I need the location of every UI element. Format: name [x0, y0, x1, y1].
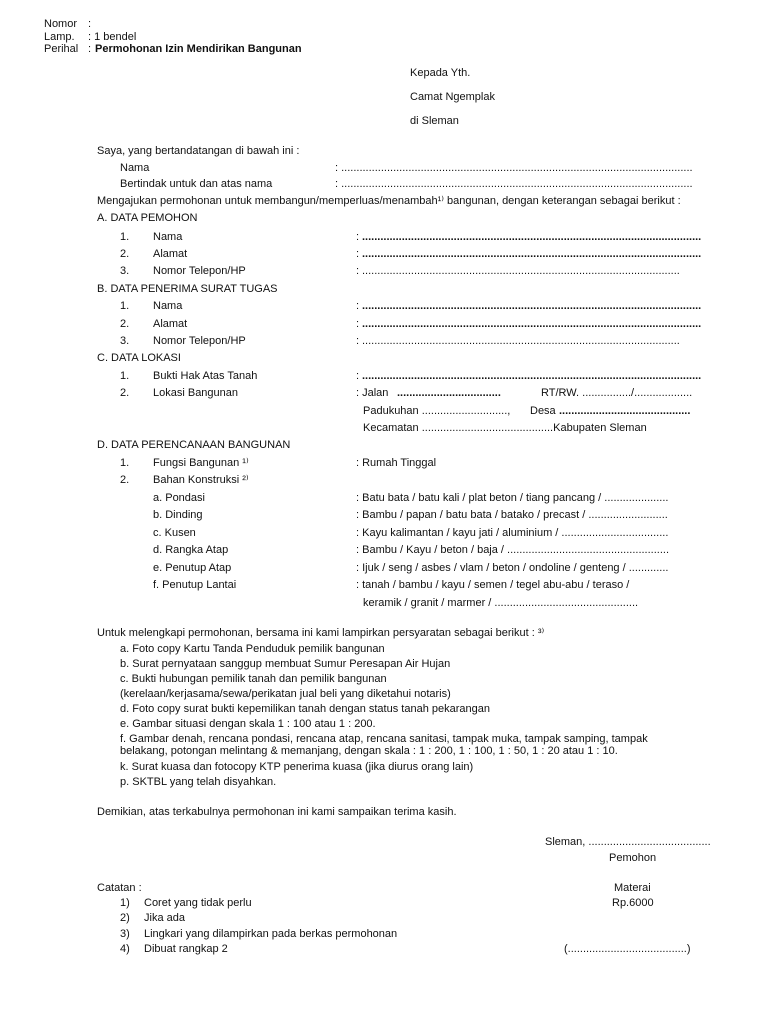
item-label: Fungsi Bangunan ¹⁾	[153, 457, 249, 469]
signature-name-line: (.......................................)	[564, 943, 691, 955]
note-num: 1)	[120, 897, 130, 909]
item-label: Alamat	[153, 248, 188, 260]
lamp-label: Lamp.	[44, 31, 75, 43]
item-label: Bahan Konstruksi ²⁾	[153, 474, 249, 486]
material-options: : Bambu / Kayu / beton / baja / .....................................................	[356, 544, 670, 556]
item-num: 2.	[120, 248, 130, 260]
material-label: b. Dinding	[153, 509, 203, 521]
item-label: Nomor Telepon/HP	[153, 265, 246, 277]
note-text: Lingkari yang dilampirkan pada berkas permohonan	[144, 928, 398, 940]
material-options: : Batu bata / batu kali / plat beton / tiang pancang / .....................	[356, 492, 669, 504]
lamp-value: : 1 bendel	[88, 31, 137, 43]
item-num: 1.	[120, 231, 130, 243]
item-num: 1.	[120, 457, 130, 469]
item-value: ........................................................................................................	[362, 265, 680, 277]
recipient-line: di Sleman	[410, 115, 459, 127]
item-num: 3.	[120, 265, 130, 277]
rtrw-field: RT/RW. ................/...................	[541, 387, 693, 399]
nomor-value: :	[88, 18, 92, 30]
item-num: 1.	[120, 370, 130, 382]
note-text: Dibuat rangkap 2	[144, 943, 228, 955]
desa-dots: ...........................................	[559, 405, 691, 417]
item-num: 2.	[120, 387, 130, 399]
materai-label: Materai	[614, 882, 651, 894]
item-value: ...............................................................................................................	[362, 248, 702, 260]
item-colon: :	[356, 300, 360, 312]
material-label: d. Rangka Atap	[153, 544, 229, 556]
recipient-line: Camat Ngemplak	[410, 91, 495, 103]
perihal-value: Permohonan Izin Mendirikan Bangunan	[95, 43, 302, 55]
intro-bertindak-value: : ...................................................................................................................	[335, 178, 693, 190]
material-label: f. Penutup Lantai	[153, 579, 237, 591]
intro-bertindak-label: Bertindak untuk dan atas nama	[120, 178, 273, 190]
attachment-item: (kerelaan/kerjasama/sewa/perikatan jual beli yang diketahui notaris)	[120, 688, 451, 700]
item-value: ...............................................................................................................	[362, 300, 702, 312]
attachment-item: d. Foto copy surat bukti kepemilikan tanah dengan status tanah pekarangan	[120, 703, 490, 715]
attachment-item: c. Bukti hubungan pemilik tanah dan pemilik bangunan	[120, 673, 387, 685]
item-colon: :	[356, 248, 360, 260]
perihal-label: Perihal	[44, 43, 79, 55]
item-colon: :	[356, 370, 360, 382]
item-colon: :	[356, 335, 360, 347]
intro-nama-label: Nama	[120, 162, 150, 174]
padukuhan-field: Padukuhan ............................,	[363, 405, 511, 417]
note-text: Jika ada	[144, 912, 185, 924]
material-label: c. Kusen	[153, 527, 196, 539]
note-num: 2)	[120, 912, 130, 924]
item-label: Nama	[153, 231, 183, 243]
item-num: 1.	[120, 300, 130, 312]
item-label: Lokasi Bangunan	[153, 387, 239, 399]
signature-role: Pemohon	[609, 852, 657, 864]
perihal-colon: :	[88, 43, 92, 55]
item-num: 2.	[120, 474, 130, 486]
intro-request: Mengajukan permohonan untuk membangun/memperluas/menambah¹⁾ bangunan, dengan keterangan sebagai berikut :	[97, 195, 681, 207]
attachment-item: e. Gambar situasi dengan skala 1 : 100 atau 1 : 200.	[120, 718, 376, 730]
intro-nama-value: : ...................................................................................................................	[335, 162, 693, 174]
section-title: C. DATA LOKASI	[97, 352, 181, 364]
material-label: a. Pondasi	[153, 492, 205, 504]
item-label: Nama	[153, 300, 183, 312]
closing-text: Demikian, atas terkabulnya permohonan ini kami sampaikan terima kasih.	[97, 806, 457, 818]
material-label: e. Penutup Atap	[153, 562, 232, 574]
material-options: : tanah / bambu / kayu / semen / tegel abu-abu / teraso /	[356, 579, 630, 591]
note-num: 3)	[120, 928, 130, 940]
item-value: ........................................................................................................	[362, 335, 680, 347]
attachment-item: p. SKTBL yang telah disyahkan.	[120, 776, 277, 788]
item-value: ...............................................................................................................	[362, 231, 702, 243]
note-text: Coret yang tidak perlu	[144, 897, 252, 909]
item-colon: :	[356, 318, 360, 330]
item-value: : Rumah Tinggal	[356, 457, 437, 469]
note-num: 4)	[120, 943, 130, 955]
recipient-line: Kepada Yth.	[410, 67, 471, 79]
section-title: B. DATA PENERIMA SURAT TUGAS	[97, 283, 278, 295]
material-options: : Bambu / papan / batu bata / batako / precast / ..........................	[356, 509, 668, 521]
section-title: D. DATA PERENCANAAN BANGUNAN	[97, 439, 291, 451]
material-options: : Kayu kalimantan / kayu jati / aluminium / ...................................	[356, 527, 669, 539]
attachment-item: f. Gambar denah, rencana pondasi, rencana atap, rencana sanitasi, tampak muka, tampak samping, tampak	[120, 733, 648, 745]
item-value: ...............................................................................................................	[362, 370, 702, 382]
attachments-intro: Untuk melengkapi permohonan, bersama ini kami lampirkan persyaratan sebagai berikut : ³⁾	[97, 627, 545, 639]
attachment-item: b. Surat pernyataan sanggup membuat Sumur Peresapan Air Hujan	[120, 658, 451, 670]
attachment-item: k. Surat kuasa dan fotocopy KTP penerima kuasa (jika diurus orang lain)	[120, 761, 474, 773]
attachment-item: belakang, potongan melintang & memanjang, dengan skala : 1 : 200, 1 : 100, 1 : 50, 1 : 20 atau 1 : 10.	[120, 745, 618, 757]
kecamatan-field: Kecamatan ...........................................Kabupaten Sleman	[363, 422, 647, 434]
desa-label: Desa	[530, 405, 556, 417]
signature-place-date: Sleman, ........................................	[545, 836, 711, 848]
material-options-cont: keramik / granit / marmer / ...............................................	[363, 597, 639, 609]
item-num: 3.	[120, 335, 130, 347]
jalan-label: : Jalan	[356, 387, 389, 399]
item-colon: :	[356, 265, 360, 277]
item-value: ...............................................................................................................	[362, 318, 702, 330]
item-label: Bukti Hak Atas Tanah	[153, 370, 258, 382]
materai-amount: Rp.6000	[612, 897, 654, 909]
section-title: A. DATA PEMOHON	[97, 212, 198, 224]
nomor-label: Nomor	[44, 18, 78, 30]
item-label: Nomor Telepon/HP	[153, 335, 246, 347]
item-label: Alamat	[153, 318, 188, 330]
intro-line: Saya, yang bertandatangan di bawah ini :	[97, 145, 300, 157]
attachment-item: a. Foto copy Kartu Tanda Penduduk pemilik bangunan	[120, 643, 385, 655]
item-num: 2.	[120, 318, 130, 330]
item-colon: :	[356, 231, 360, 243]
material-options: : Ijuk / seng / asbes / vlam / beton / ondoline / genteng / .............	[356, 562, 669, 574]
jalan-dots: ..................................	[397, 387, 501, 399]
notes-title: Catatan :	[97, 882, 142, 894]
